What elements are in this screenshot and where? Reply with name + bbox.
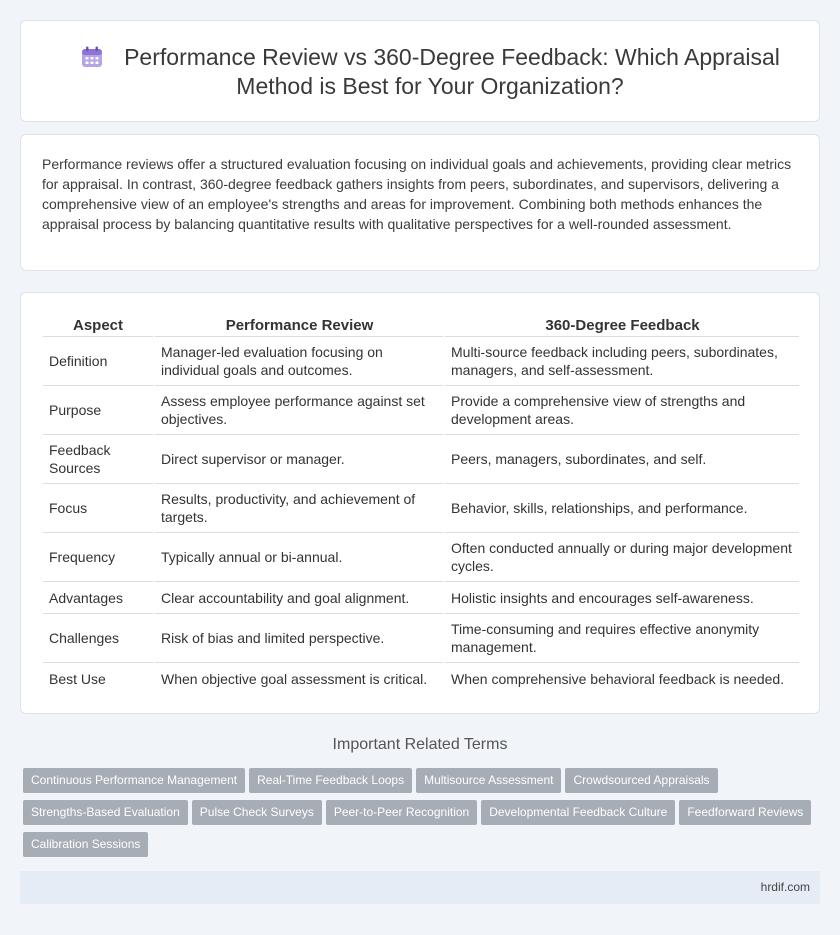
page-title-wrap — [61, 43, 799, 101]
header-360-feedback: 360-Degree Feedback — [443, 315, 799, 337]
row-performance-review: Assess employee performance against set objectives. — [153, 386, 443, 435]
intro-card — [20, 134, 820, 271]
comparison-card — [20, 292, 820, 714]
row-aspect: Focus — [43, 484, 153, 533]
row-aspect: Advantages — [43, 582, 153, 614]
row-360-feedback: Peers, managers, subordinates, and self. — [443, 435, 799, 484]
row-performance-review: Typically annual or bi-annual. — [153, 533, 443, 582]
row-360-feedback: Multi-source feedback including peers, subordinates, managers, and self-assessment. — [443, 337, 799, 386]
related-term-tag[interactable]: Real-Time Feedback Loops — [249, 768, 412, 793]
related-term-tag[interactable]: Multisource Assessment — [416, 768, 561, 793]
row-360-feedback: Provide a comprehensive view of strengths and development areas. — [443, 386, 799, 435]
row-performance-review: When objective goal assessment is critical. — [153, 663, 443, 695]
comparison-table — [43, 315, 799, 695]
related-term-tag[interactable]: Feedforward Reviews — [679, 800, 811, 825]
row-performance-review: Manager-led evaluation focusing on individual goals and outcomes. — [153, 337, 443, 386]
table-header-row — [43, 315, 799, 337]
table-row — [43, 663, 799, 695]
row-aspect: Purpose — [43, 386, 153, 435]
table-row — [43, 337, 799, 386]
row-360-feedback: Behavior, skills, relationships, and performance. — [443, 484, 799, 533]
row-aspect: Challenges — [43, 614, 153, 663]
related-terms-heading: Important Related Terms — [332, 736, 508, 753]
related-term-tag[interactable]: Continuous Performance Management — [23, 768, 245, 793]
intro-paragraph: Performance reviews offer a structured evaluation focusing on individual goals and achievements, providing clear metrics for appraisal. In contrast, 360-degree feedback gathers insights from peers, subordinates, and supervisors, delivering a comprehensive view of an employee's strengths and areas for improvement. Combining both methods enhances the appraisal process by balancing quantitative results with qualitative perspectives for a well-rounded assessment. — [42, 156, 792, 232]
page-title: Performance Review vs 360-Degree Feedback: Which Appraisal Method is Best for Your Organization? — [124, 44, 780, 99]
row-360-feedback: When comprehensive behavioral feedback is needed. — [443, 663, 799, 695]
header-performance-review: Performance Review — [153, 315, 443, 337]
calendar-icon — [80, 45, 104, 69]
row-performance-review: Risk of bias and limited perspective. — [153, 614, 443, 663]
title-card — [20, 20, 820, 122]
header-aspect: Aspect — [43, 315, 153, 337]
related-term-tag[interactable]: Crowdsourced Appraisals — [565, 768, 717, 793]
related-term-tag[interactable]: Strengths-Based Evaluation — [23, 800, 188, 825]
related-term-tag[interactable]: Pulse Check Surveys — [192, 800, 322, 825]
row-performance-review: Results, productivity, and achievement of targets. — [153, 484, 443, 533]
related-term-tag[interactable]: Calibration Sessions — [23, 832, 148, 857]
row-360-feedback: Often conducted annually or during major development cycles. — [443, 533, 799, 582]
table-row — [43, 435, 799, 484]
table-row — [43, 484, 799, 533]
row-performance-review: Clear accountability and goal alignment. — [153, 582, 443, 614]
row-360-feedback: Time-consuming and requires effective anonymity management. — [443, 614, 799, 663]
row-360-feedback: Holistic insights and encourages self-awareness. — [443, 582, 799, 614]
table-row — [43, 614, 799, 663]
related-term-tag[interactable]: Developmental Feedback Culture — [481, 800, 675, 825]
row-performance-review: Direct supervisor or manager. — [153, 435, 443, 484]
row-aspect: Best Use — [49, 671, 106, 687]
related-term-tag[interactable]: Peer-to-Peer Recognition — [326, 800, 477, 825]
table-row — [43, 582, 799, 614]
row-aspect: Definition — [43, 337, 153, 386]
related-terms-list — [23, 768, 823, 864]
table-row — [43, 386, 799, 435]
row-aspect: Feedback Sources — [43, 435, 153, 484]
footer-site-link[interactable]: hrdif.com — [760, 880, 810, 894]
row-aspect: Frequency — [43, 533, 153, 582]
table-row — [43, 533, 799, 582]
footer — [20, 871, 820, 904]
